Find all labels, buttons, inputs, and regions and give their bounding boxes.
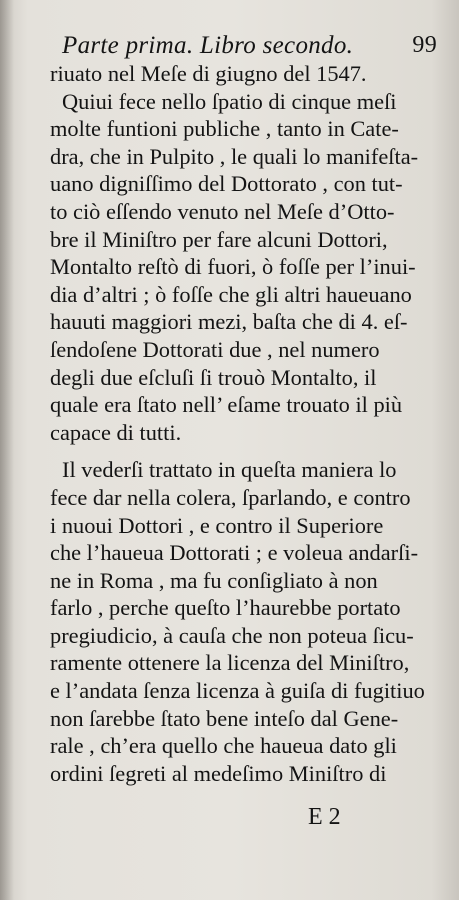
page-body-text: [50, 60, 450, 787]
text-line: fece dar nella colera, ſparlando, e contro: [50, 484, 411, 510]
text-line: ramente ottenere la licenza del Miniſtro,: [50, 650, 410, 676]
text-line: to ciò eſſendo venuto nel Meſe d’Otto-: [50, 198, 395, 224]
paragraph-gap: [50, 446, 450, 456]
paragraph: [50, 60, 450, 88]
text-line: molte funtioni publiche , tanto in Cate-: [50, 116, 399, 142]
text-line: quale era ſtato nell’ eſame trouato il più: [50, 392, 403, 418]
text-line: Montalto reſtò di fuori, ò foſſe per l’inui-: [50, 254, 416, 280]
signature-mark: E 2: [308, 804, 341, 830]
text-line: che l’haueua Dottorati ; e voleua andarſi-: [50, 540, 419, 566]
text-line: dra, che in Pulpito , le quali lo manifeſta-: [50, 143, 419, 169]
text-line: ordini ſegreti al medeſimo Miniſtro di: [50, 760, 387, 786]
text-line: pregiudicio, à cauſa che non poteua ſicu-: [50, 622, 414, 648]
text-line: ſendoſene Dottorati due , nel numero: [50, 336, 380, 362]
text-line: non ſarebbe ſtato bene inteſo dal Gene-: [50, 705, 399, 731]
text-line: capace di tutti.: [50, 419, 182, 445]
text-line: farlo , perche queſto l’haurebbe portato: [50, 595, 401, 621]
text-line: Il vederſi trattato in queſta maniera lo: [62, 457, 397, 483]
text-line: i nuoui Dottori , e contro il Superiore: [50, 512, 384, 538]
text-line: bre il Miniſtro per fare alcuni Dottori,: [50, 226, 388, 252]
text-line: dia d’altri ; ò foſſe che gli altri haueuano: [50, 281, 412, 307]
running-title: Parte prima. Libro secondo.: [62, 32, 354, 59]
text-line: uano digniſſimo del Dottorato , con tut-: [50, 171, 403, 197]
paragraph: [50, 456, 450, 787]
text-line: rale , ch’era quello che haueua dato gli: [50, 733, 397, 759]
text-line: degli due eſcluſi ſi trouò Montalto, il: [50, 364, 377, 390]
paragraph: [50, 88, 450, 447]
text-line: Quiui fece nello ſpatio di cinque meſi: [62, 88, 397, 114]
text-line: ne in Roma , ma fu conſigliato à non: [50, 567, 378, 593]
text-line: e l’andata ſenza licenza à guiſa di fugitiuo: [50, 678, 425, 704]
page-number: 99: [412, 32, 437, 58]
text-line: hauuti maggiori mezi, baſta che di 4. eſ-: [50, 309, 408, 335]
text-line: riuato nel Meſe di giugno del 1547.: [50, 61, 367, 86]
gutter-shadow: [0, 0, 14, 900]
